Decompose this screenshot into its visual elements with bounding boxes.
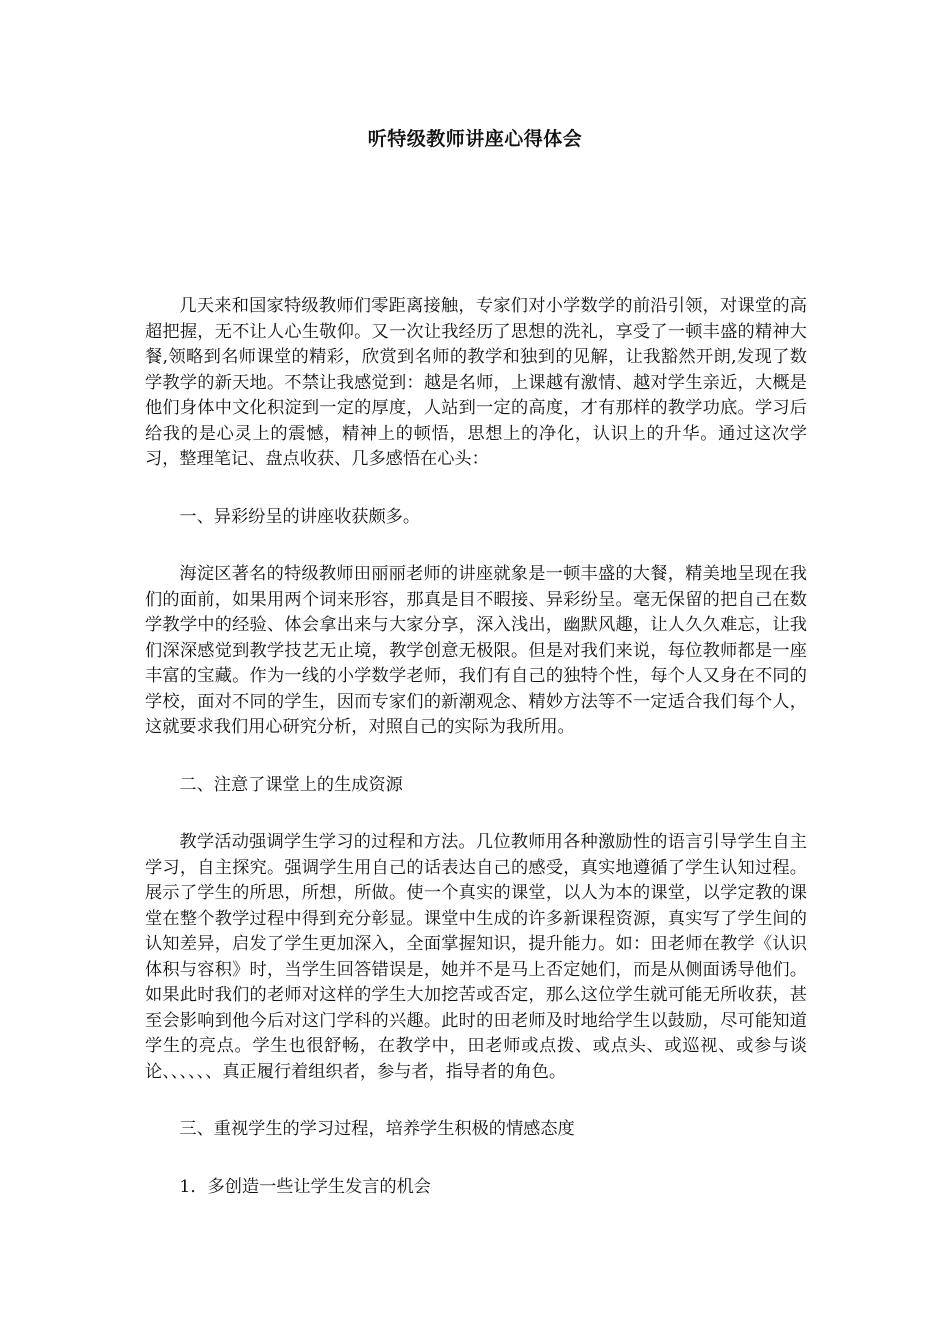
section-heading-1: 一、异彩纷呈的讲座收获颇多。	[179, 506, 421, 527]
section-1-paragraph: 海淀区著名的特级教师田丽丽老师的讲座就象是一顿丰盛的大餐，精美地呈现在我们的面前，如果用两个词来形容，那真是目不暇接、异彩纷呈。毫无保留的把自己在数学教学中的经验、体会拿出来与大家分享，深入浅出，幽默风趣，让人久久难忘，让我们深深感觉到教学技艺无止境，教学创意无极限。但是对我们来说，每位教师都是一座丰富的宝藏。作为一线的小学数学老师，我们有自己的独特个性，每个人又身在不同的学校，面对不同的学生，因而专家们的新潮观念、精妙方法等不一定适合我们每个人，这就要求我们用心研究分析，对照自己的实际为我所用。	[145, 564, 807, 737]
document-title: 听特级教师讲座心得体会	[367, 128, 583, 150]
section-heading-2: 二、注意了课堂上的生成资源	[179, 774, 403, 795]
section-2-paragraph: 教学活动强调学生学习的过程和方法。几位教师用各种激励性的语言引导学生自主学习，自主探究。强调学生用自己的话表达自己的感受，真实地遵循了学生认知过程。展示了学生的所思，所想，所做。使一个真实的课堂，以人为本的课堂，以学定教的课堂在整个教学过程中得到充分彰显。课堂中生成的许多新课程资源，真实写了学生间的认知差异，启发了学生更加深入，全面掌握知识，提升能力。如：田老师在教学《认识体积与容积》时，当学生回答错误是，她并不是马上否定她们，而是从侧面诱导他们。如果此时我们的老师对这样的学生大加挖苦或否定，那么这位学生就可能无所收获，甚至会影响到他今后对这门学科的兴趣。此时的田老师及时地给学生以鼓励，尽可能知道学生的亮点。学生也很舒畅，在教学中，田老师或点拨、或点头、或巡视、或参与谈论、、、、、、真正履行着组织者，参与者，指导者的角色。	[145, 832, 807, 1082]
document-body	[145, 294, 807, 1232]
subsection-heading-3-1: 1．多创造一些让学生发言的机会	[179, 1176, 431, 1197]
section-heading-3: 三、重视学生的学习过程，培养学生积极的情感态度	[179, 1119, 575, 1139]
intro-paragraph: 几天来和国家特级教师们零距离接触，专家们对小学数学的前沿引领，对课堂的高超把握，无不让人心生敬仰。又一次让我经历了思想的洗礼，享受了一顿丰盛的精神大餐,领略到名师课堂的精彩，欣赏到名师的教学和独到的见解，让我豁然开朗,发现了数学教学的新天地。不禁让我感觉到：越是名师，上课越有激情、越对学生亲近，大概是他们身体中文化积淀到一定的厚度，人站到一定的高度，才有那样的教学功底。学习后给我的是心灵上的震憾，精神上的顿悟，思想上的净化，认识上的升华。通过这次学习，整理笔记、盘点收获、几多感悟在心头：	[145, 296, 807, 469]
